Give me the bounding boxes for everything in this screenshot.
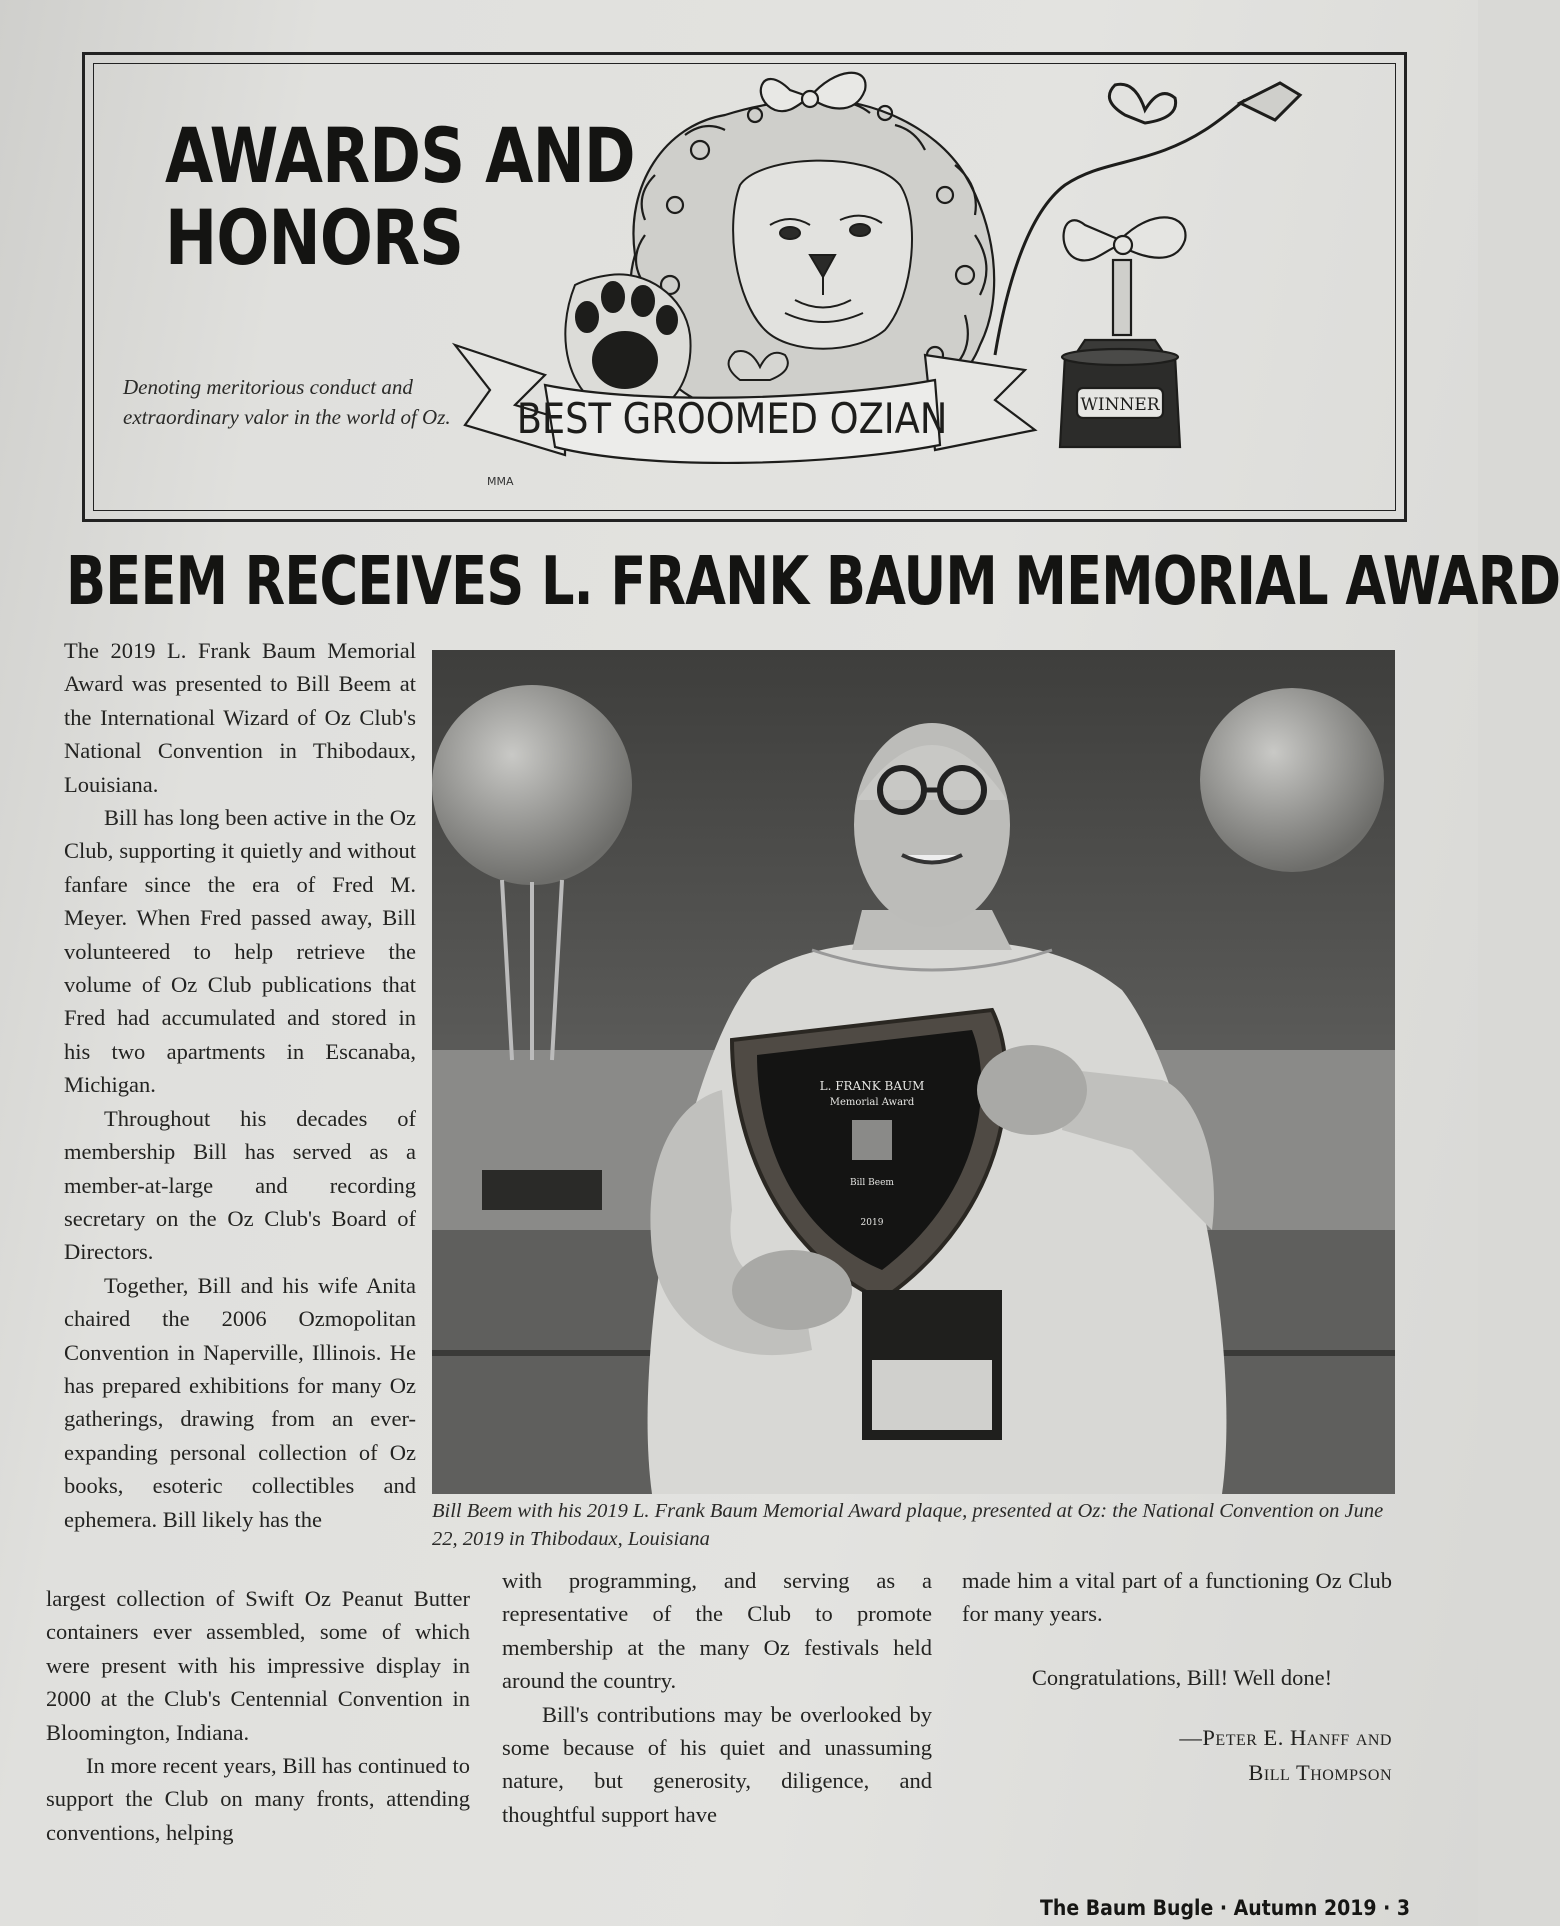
paragraph-history: Bill has long been active in the Oz Club, supporting it quietly and without fanfare since the era of Fred M. Meyer. When Fred passed away, Bill volunteered to help retrieve the volume of Oz Club publications that Fred had accumulated and stored in his two apartments in Escanaba, Michigan. [64, 805, 416, 1098]
winner-trophy [1060, 217, 1185, 447]
artist-initials: MMA [487, 475, 514, 488]
paragraph-vital: made him a vital part of a functioning Oz Club for many years. [962, 1568, 1392, 1627]
signature-line-2: Bill Thompson [1248, 1760, 1392, 1786]
paragraph-programming: with programming, and serving as a representative of the Club to promote membership at the many Oz festivals held around the country. [502, 1568, 932, 1694]
plaque-recipient: Bill Beem [850, 1178, 894, 1188]
hair-bow [761, 73, 866, 111]
lion-tail [995, 83, 1300, 355]
article-headline: BEEM RECEIVES L. FRANK BAUM MEMORIAL AWARD [66, 542, 1560, 620]
ribbon-text: BEST GROOMED OZIAN [516, 394, 948, 444]
plaque-subtitle: Memorial Award [829, 1097, 915, 1108]
paragraph-peanut-butter: largest collection of Swift Oz Peanut Butter containers ever assembled, some of which were present with his impressive display in 2000 at the Club's Centennial Convention in Bloomington, Indiana. [46, 1586, 470, 1745]
page-footer: The Baum Bugle · Autumn 2019 · 3 [1040, 1896, 1411, 1920]
author-signature [962, 1720, 1392, 1790]
awards-banner [82, 52, 1407, 522]
paragraph-recent: In more recent years, Bill has continued to support the Club on many fronts, attending conventions, helping [46, 1753, 470, 1845]
paragraph-convention: Together, Bill and his wife Anita chaired the 2006 Ozmopolitan Convention in Naperville, Illinois. He has prepared exhibitions for many Oz gatherings, drawing from an ever-expanding personal collection of Oz books, esoteric collectibles and ephemera. Bill likely has the [64, 1272, 416, 1532]
banner-tagline: Denoting meritorious conduct and extraordinary valor in the world of Oz. [123, 375, 451, 429]
lion-face [733, 161, 912, 349]
award-photo [432, 650, 1395, 1494]
balloon-left [432, 685, 632, 885]
article-column-1-continued [46, 1582, 470, 1849]
signature-line-1: —Peter E. Hanff and [1179, 1725, 1392, 1751]
paragraph-board: Throughout his decades of membership Bill has served as a member-at-large and recording secretary on the Oz Club's Board of Directors. [64, 1105, 416, 1265]
congratulations-line: Congratulations, Bill! Well done! [1031, 1664, 1333, 1690]
paragraph-contributions: Bill's contributions may be overlooked by some because of his quiet and unassuming nature, but generosity, diligence, and thoughtful support have [502, 1701, 932, 1827]
plaque-year: 2019 [860, 1218, 884, 1228]
article-column-2 [502, 1564, 932, 1831]
photo-caption: Bill Beem with his 2019 L. Frank Baum Memorial Award plaque, presented at Oz: the National Convention on June 22, 2019 in Thibodaux, Louisiana [432, 1500, 1384, 1551]
lion-illustration [487, 55, 1395, 515]
plaque-title: L. FRANK BAUM [819, 1079, 925, 1093]
banner-title: AWARDS AND HONORS [165, 111, 635, 283]
balloon-right [1200, 688, 1384, 872]
photo-scene [432, 650, 1395, 1494]
article-column-3 [962, 1564, 1392, 1790]
trophy-label: WINNER [1080, 395, 1160, 415]
paragraph-intro: The 2019 L. Frank Baum Memorial Award was presented to Bill Beem at the International Wizard of Oz Club's National Convention in Thibodaux, Louisiana. [64, 638, 416, 797]
article-column-1 [64, 634, 416, 1536]
